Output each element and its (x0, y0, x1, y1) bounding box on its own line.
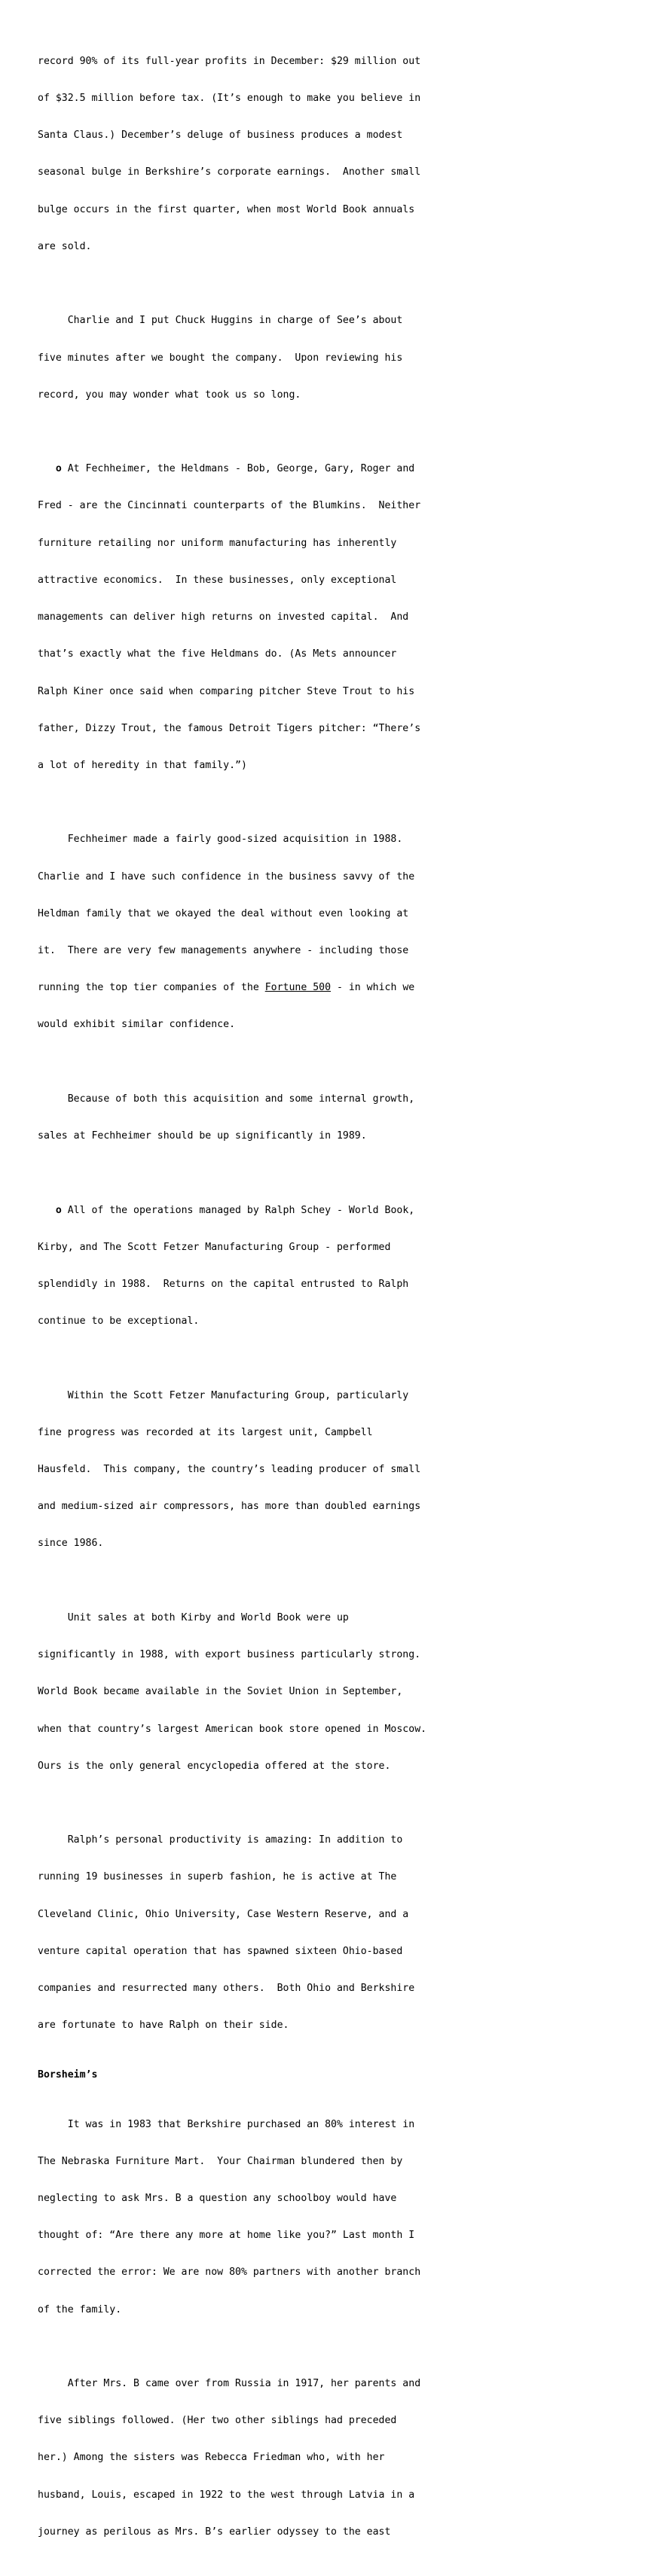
text-line: attractive economics. In these businesses, only exceptional (38, 574, 397, 586)
fortune-500-underlined: Fortune 500 (264, 982, 332, 994)
text-line: since 1986. (38, 1538, 104, 1550)
text-line: Ralph Kiner once said when comparing pitcher Steve Trout to his (38, 685, 415, 697)
bullet-marker: o (55, 463, 62, 475)
text-line: and medium-sized air compressors, has more than doubled earnings (38, 1501, 421, 1513)
text-line: five siblings followed. (Her two other siblings had preceded (38, 2415, 397, 2427)
paragraph-fechheimer-bullet (38, 438, 640, 797)
text-line: managements can deliver high returns on invested capital. And (38, 611, 409, 623)
bullet-marker: o (55, 1204, 62, 1216)
text-line (38, 463, 640, 475)
text-line: father, Dizzy Trout, the famous Detroit Tigers pitcher: “There’s (38, 722, 421, 734)
paragraph-mrs-b-family (38, 2353, 640, 2563)
text-line: of $32.5 million before tax. (It’s enough to make you believe in (38, 93, 421, 105)
text-line: record 90% of its full-year profits in December: $29 million out (38, 55, 421, 67)
text-line: Heldman family that we okayed the deal without even looking at (38, 907, 409, 919)
text-line: Within the Scott Fetzer Manufacturing Group, particularly (38, 1389, 409, 1401)
text-line: venture capital operation that has spawned sixteen Ohio-based (38, 1945, 403, 1957)
text-line: journey as perilous as Mrs. B’s earlier odyssey to the east (38, 2526, 391, 2538)
text-line: seasonal bulge in Berkshire’s corporate earnings. Another small (38, 166, 421, 178)
paragraph-see-s-earnings (38, 31, 640, 278)
paragraph-ralph-schey-bullet (38, 1180, 640, 1353)
text-line (38, 1205, 640, 1217)
text-line: Kirby, and The Scott Fetzer Manufacturing Group - performed (38, 1241, 391, 1253)
paragraph-fechheimer-growth (38, 1069, 640, 1167)
text-line: are fortunate to have Ralph on their side. (38, 2020, 289, 2032)
paragraph-kirby-world-book (38, 1587, 640, 1797)
text-line: Ralph’s personal productivity is amazing: In addition to (38, 1834, 403, 1846)
text-line: Ours is the only general encyclopedia offered at the store. (38, 1760, 391, 1772)
text-line: Fred - are the Cincinnati counterparts of the Blumkins. Neither (38, 500, 421, 512)
text-line: splendidly in 1988. Returns on the capital entrusted to Ralph (38, 1278, 409, 1290)
text-line: companies and resurrected many others. Both Ohio and Berkshire (38, 1983, 415, 1995)
text-line: running 19 businesses in superb fashion, he is active at The (38, 1871, 397, 1883)
text-segment: - in which we (331, 982, 415, 994)
text-line: corrected the error: We are now 80% partners with another branch (38, 2267, 421, 2279)
text-line: Cleveland Clinic, Ohio University, Case Western Reserve, and a (38, 1908, 409, 1920)
text-line: five minutes after we bought the company. Upon reviewing his (38, 352, 403, 364)
text-line: Charlie and I put Chuck Huggins in charge of See’s about (38, 315, 403, 327)
text-line: it. There are very few managements anywhere - including those (38, 945, 409, 957)
text-line: husband, Louis, escaped in 1922 to the west through Latvia in a (38, 2489, 415, 2501)
paragraph-chuck-huggins (38, 291, 640, 426)
section-heading-borsheims: Borsheim’s (38, 2068, 98, 2081)
text-line: sales at Fechheimer should be up significantly in 1989. (38, 1130, 367, 1142)
text-line: Santa Claus.) December’s deluge of business produces a modest (38, 130, 403, 142)
text-line: her.) Among the sisters was Rebecca Friedman who, with her (38, 2452, 385, 2464)
text-line: fine progress was recorded at its largest unit, Campbell (38, 1426, 373, 1438)
text-line: record, you may wonder what took us so long. (38, 389, 301, 401)
text-line: thought of: “Are there any more at home like you?” Last month I (38, 2230, 415, 2242)
text-line: Hausfeld. This company, the country’s leading producer of small (38, 1464, 421, 1476)
text-line: would exhibit similar confidence. (38, 1019, 236, 1031)
text-line: Fechheimer made a fairly good-sized acquisition in 1988. (38, 834, 403, 846)
document-page (38, 31, 640, 2576)
text-line: when that country’s largest American book store opened in Moscow. (38, 1723, 427, 1735)
paragraph-ralph-productivity (38, 1809, 640, 2056)
text-line: Unit sales at both Kirby and World Book were up (38, 1611, 349, 1623)
text-line: Charlie and I have such confidence in the business savvy of the (38, 870, 415, 883)
text-line: significantly in 1988, with export business particularly strong. (38, 1649, 421, 1661)
text-line: The Nebraska Furniture Mart. Your Chairman blundered then by (38, 2155, 403, 2167)
text-line: After Mrs. B came over from Russia in 1917, her parents and (38, 2378, 421, 2390)
text-line: Because of both this acquisition and some internal growth, (38, 1093, 415, 1105)
paragraph-fechheimer-acquisition (38, 809, 640, 1056)
paragraph-nebraska-furniture-mart (38, 2094, 640, 2341)
text-line: that’s exactly what the five Heldmans do. (As Mets announcer (38, 648, 397, 660)
bullet-text: At Fechheimer, the Heldmans - Bob, George, Gary, Roger and (61, 463, 415, 475)
text-line: neglecting to ask Mrs. B a question any schoolboy would have (38, 2192, 397, 2204)
text-line: a lot of heredity in that family.”) (38, 759, 247, 771)
text-segment: running the top tier companies of the (38, 982, 265, 994)
text-line: bulge occurs in the first quarter, when most World Book annuals (38, 203, 415, 215)
text-line: World Book became available in the Soviet Union in September, (38, 1686, 403, 1698)
text-line: furniture retailing nor uniform manufacturing has inherently (38, 537, 397, 549)
text-line (38, 982, 640, 994)
text-line: of the family. (38, 2303, 122, 2315)
text-line: continue to be exceptional. (38, 1315, 200, 1328)
bullet-text: All of the operations managed by Ralph Schey - World Book, (61, 1204, 415, 1216)
paragraph-campbell-hausfeld (38, 1365, 640, 1575)
text-line: It was in 1983 that Berkshire purchased an 80% interest in (38, 2118, 415, 2130)
text-line: are sold. (38, 240, 92, 252)
